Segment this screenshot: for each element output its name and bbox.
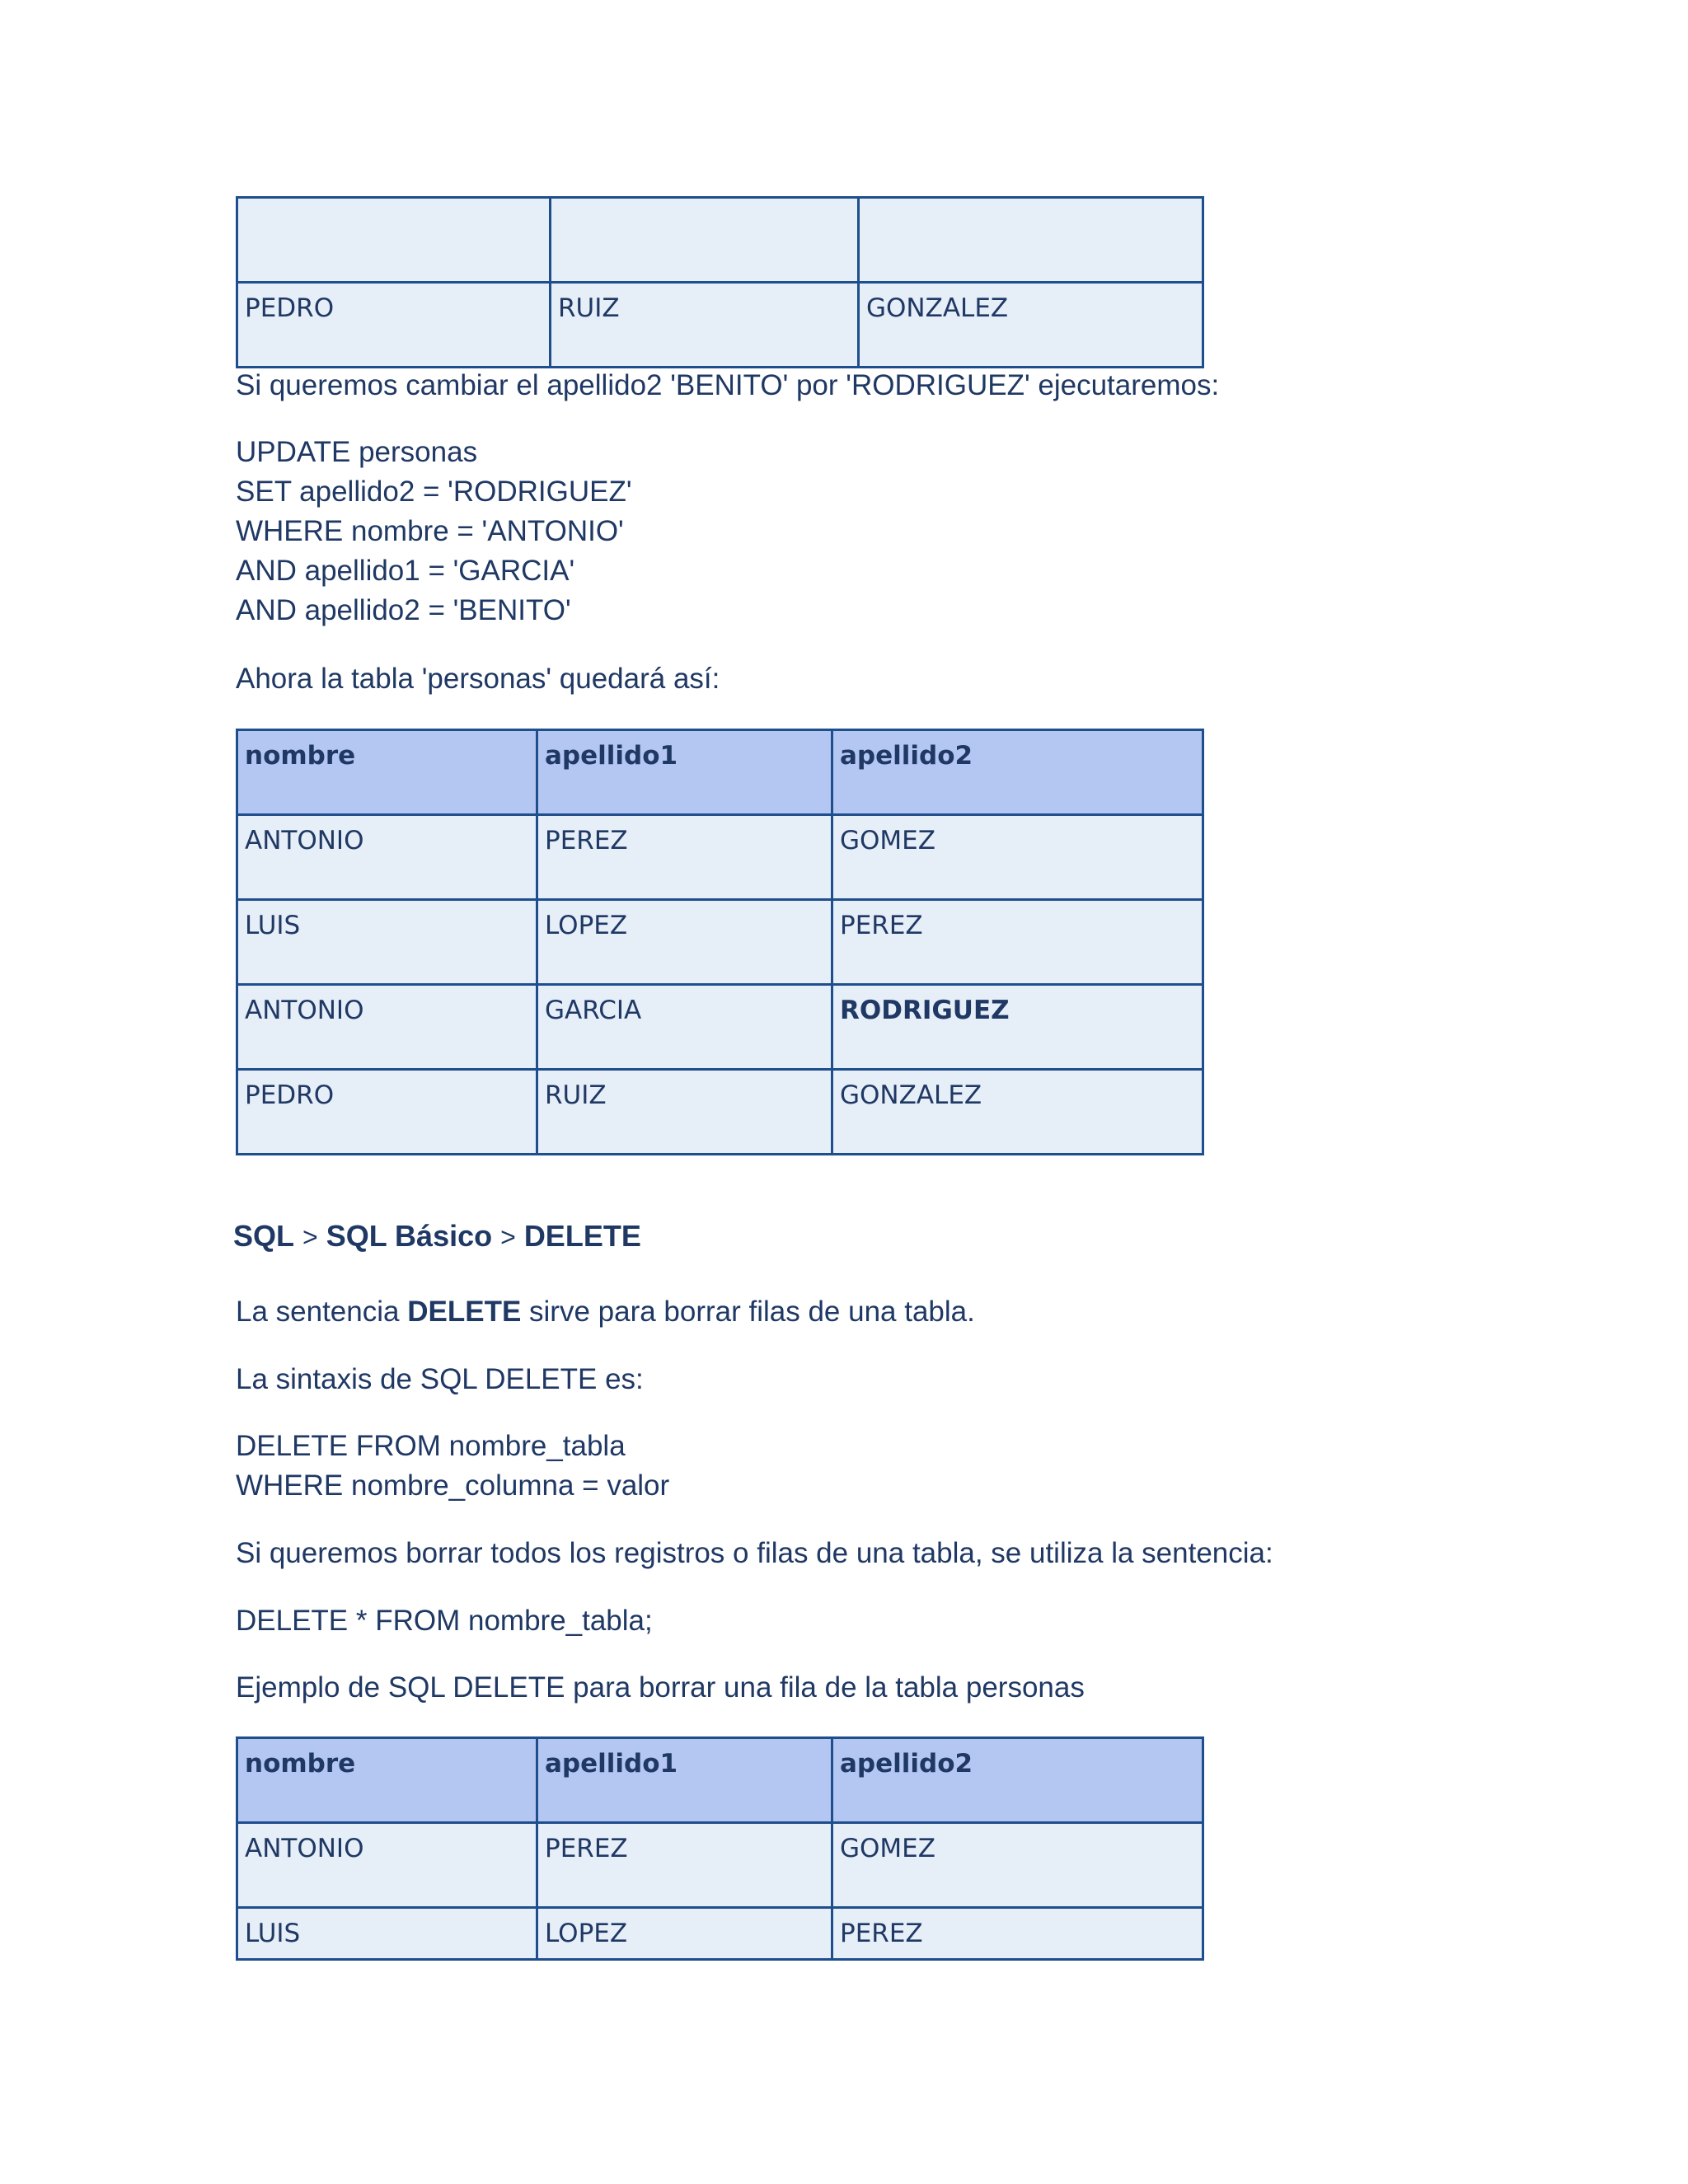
breadcrumb-separator: > [500, 1222, 516, 1252]
column-header: apellido2 [832, 1738, 1203, 1823]
code-line: DELETE FROM nombre_tabla [236, 1430, 626, 1462]
code-line: AND apellido2 = 'BENITO' [236, 594, 571, 626]
table-cell: ANTONIO [237, 815, 537, 900]
table-row [237, 815, 1203, 900]
column-header: apellido2 [832, 730, 1203, 815]
table-row [237, 900, 1203, 985]
table-row [237, 985, 1203, 1070]
table-cell: RUIZ [537, 1070, 832, 1155]
breadcrumb-separator: > [302, 1222, 318, 1252]
example-text: Ejemplo de SQL DELETE para borrar una fila de la tabla personas [236, 1671, 1085, 1704]
table-cell: LUIS [237, 1908, 537, 1960]
table-cell: PEDRO [237, 283, 551, 368]
table-cell: GOMEZ [832, 1823, 1203, 1908]
table-row [237, 1823, 1203, 1908]
code-line: SET apellido2 = 'RODRIGUEZ' [236, 476, 632, 508]
delete-all-text: Si queremos borrar todos los registros o filas de una tabla, se utiliza la sentencia: [236, 1537, 1273, 1569]
table-cell: PEDRO [237, 1070, 537, 1155]
column-header: apellido1 [537, 730, 832, 815]
table-cell: GARCIA [537, 985, 832, 1070]
code-line: WHERE nombre_columna = valor [236, 1469, 670, 1502]
column-header: nombre [237, 730, 537, 815]
table-cell: LOPEZ [537, 900, 832, 985]
column-header: apellido1 [537, 1738, 832, 1823]
code-line: AND apellido1 = 'GARCIA' [236, 555, 575, 587]
delete-intro-before: La sentencia [236, 1296, 408, 1328]
table-cell: PEREZ [832, 900, 1203, 985]
table-row [237, 1908, 1203, 1960]
table-cell: ANTONIO [237, 985, 537, 1070]
after-update-text: Ahora la tabla 'personas' quedará así: [236, 663, 720, 695]
breadcrumb-item-delete[interactable]: DELETE [523, 1219, 641, 1253]
table-cell: ANTONIO [237, 1823, 537, 1908]
table-cell: GONZALEZ [832, 1070, 1203, 1155]
table-cell: LOPEZ [537, 1908, 832, 1960]
table-header-row [237, 1738, 1203, 1823]
table-after-update [236, 729, 1204, 1155]
table-header-row [237, 730, 1203, 815]
table-cell-updated: RODRIGUEZ [832, 985, 1203, 1070]
table-cell [859, 198, 1203, 283]
breadcrumb-item-sql-basico[interactable]: SQL Básico [326, 1219, 493, 1253]
delete-intro-after: sirve para borrar filas de una tabla. [521, 1296, 975, 1328]
table-cell [237, 198, 551, 283]
breadcrumb-item-sql[interactable]: SQL [233, 1219, 295, 1253]
table-cell: PEREZ [537, 1823, 832, 1908]
delete-keyword: DELETE [407, 1296, 522, 1328]
table-cell: LUIS [237, 900, 537, 985]
table-cell [551, 198, 859, 283]
update-intro-text: Si queremos cambiar el apellido2 'BENITO' por 'RODRIGUEZ' ejecutaremos: [236, 369, 1220, 401]
code-line: UPDATE personas [236, 436, 478, 468]
table-delete-example [236, 1736, 1204, 1961]
table-cell: PEREZ [537, 815, 832, 900]
table-cell: PEREZ [832, 1908, 1203, 1960]
table-row [237, 198, 1203, 283]
code-line: WHERE nombre = 'ANTONIO' [236, 515, 624, 547]
delete-intro-text [236, 1292, 975, 1332]
column-header: nombre [237, 1738, 537, 1823]
table-cell: RUIZ [551, 283, 859, 368]
table-cell: GONZALEZ [859, 283, 1203, 368]
breadcrumb [233, 1216, 641, 1257]
table-row [237, 283, 1203, 368]
table-top-continued [236, 196, 1204, 368]
syntax-label: La sintaxis de SQL DELETE es: [236, 1363, 644, 1395]
delete-all-code: DELETE * FROM nombre_tabla; [236, 1605, 653, 1637]
table-cell: GOMEZ [832, 815, 1203, 900]
table-row [237, 1070, 1203, 1155]
